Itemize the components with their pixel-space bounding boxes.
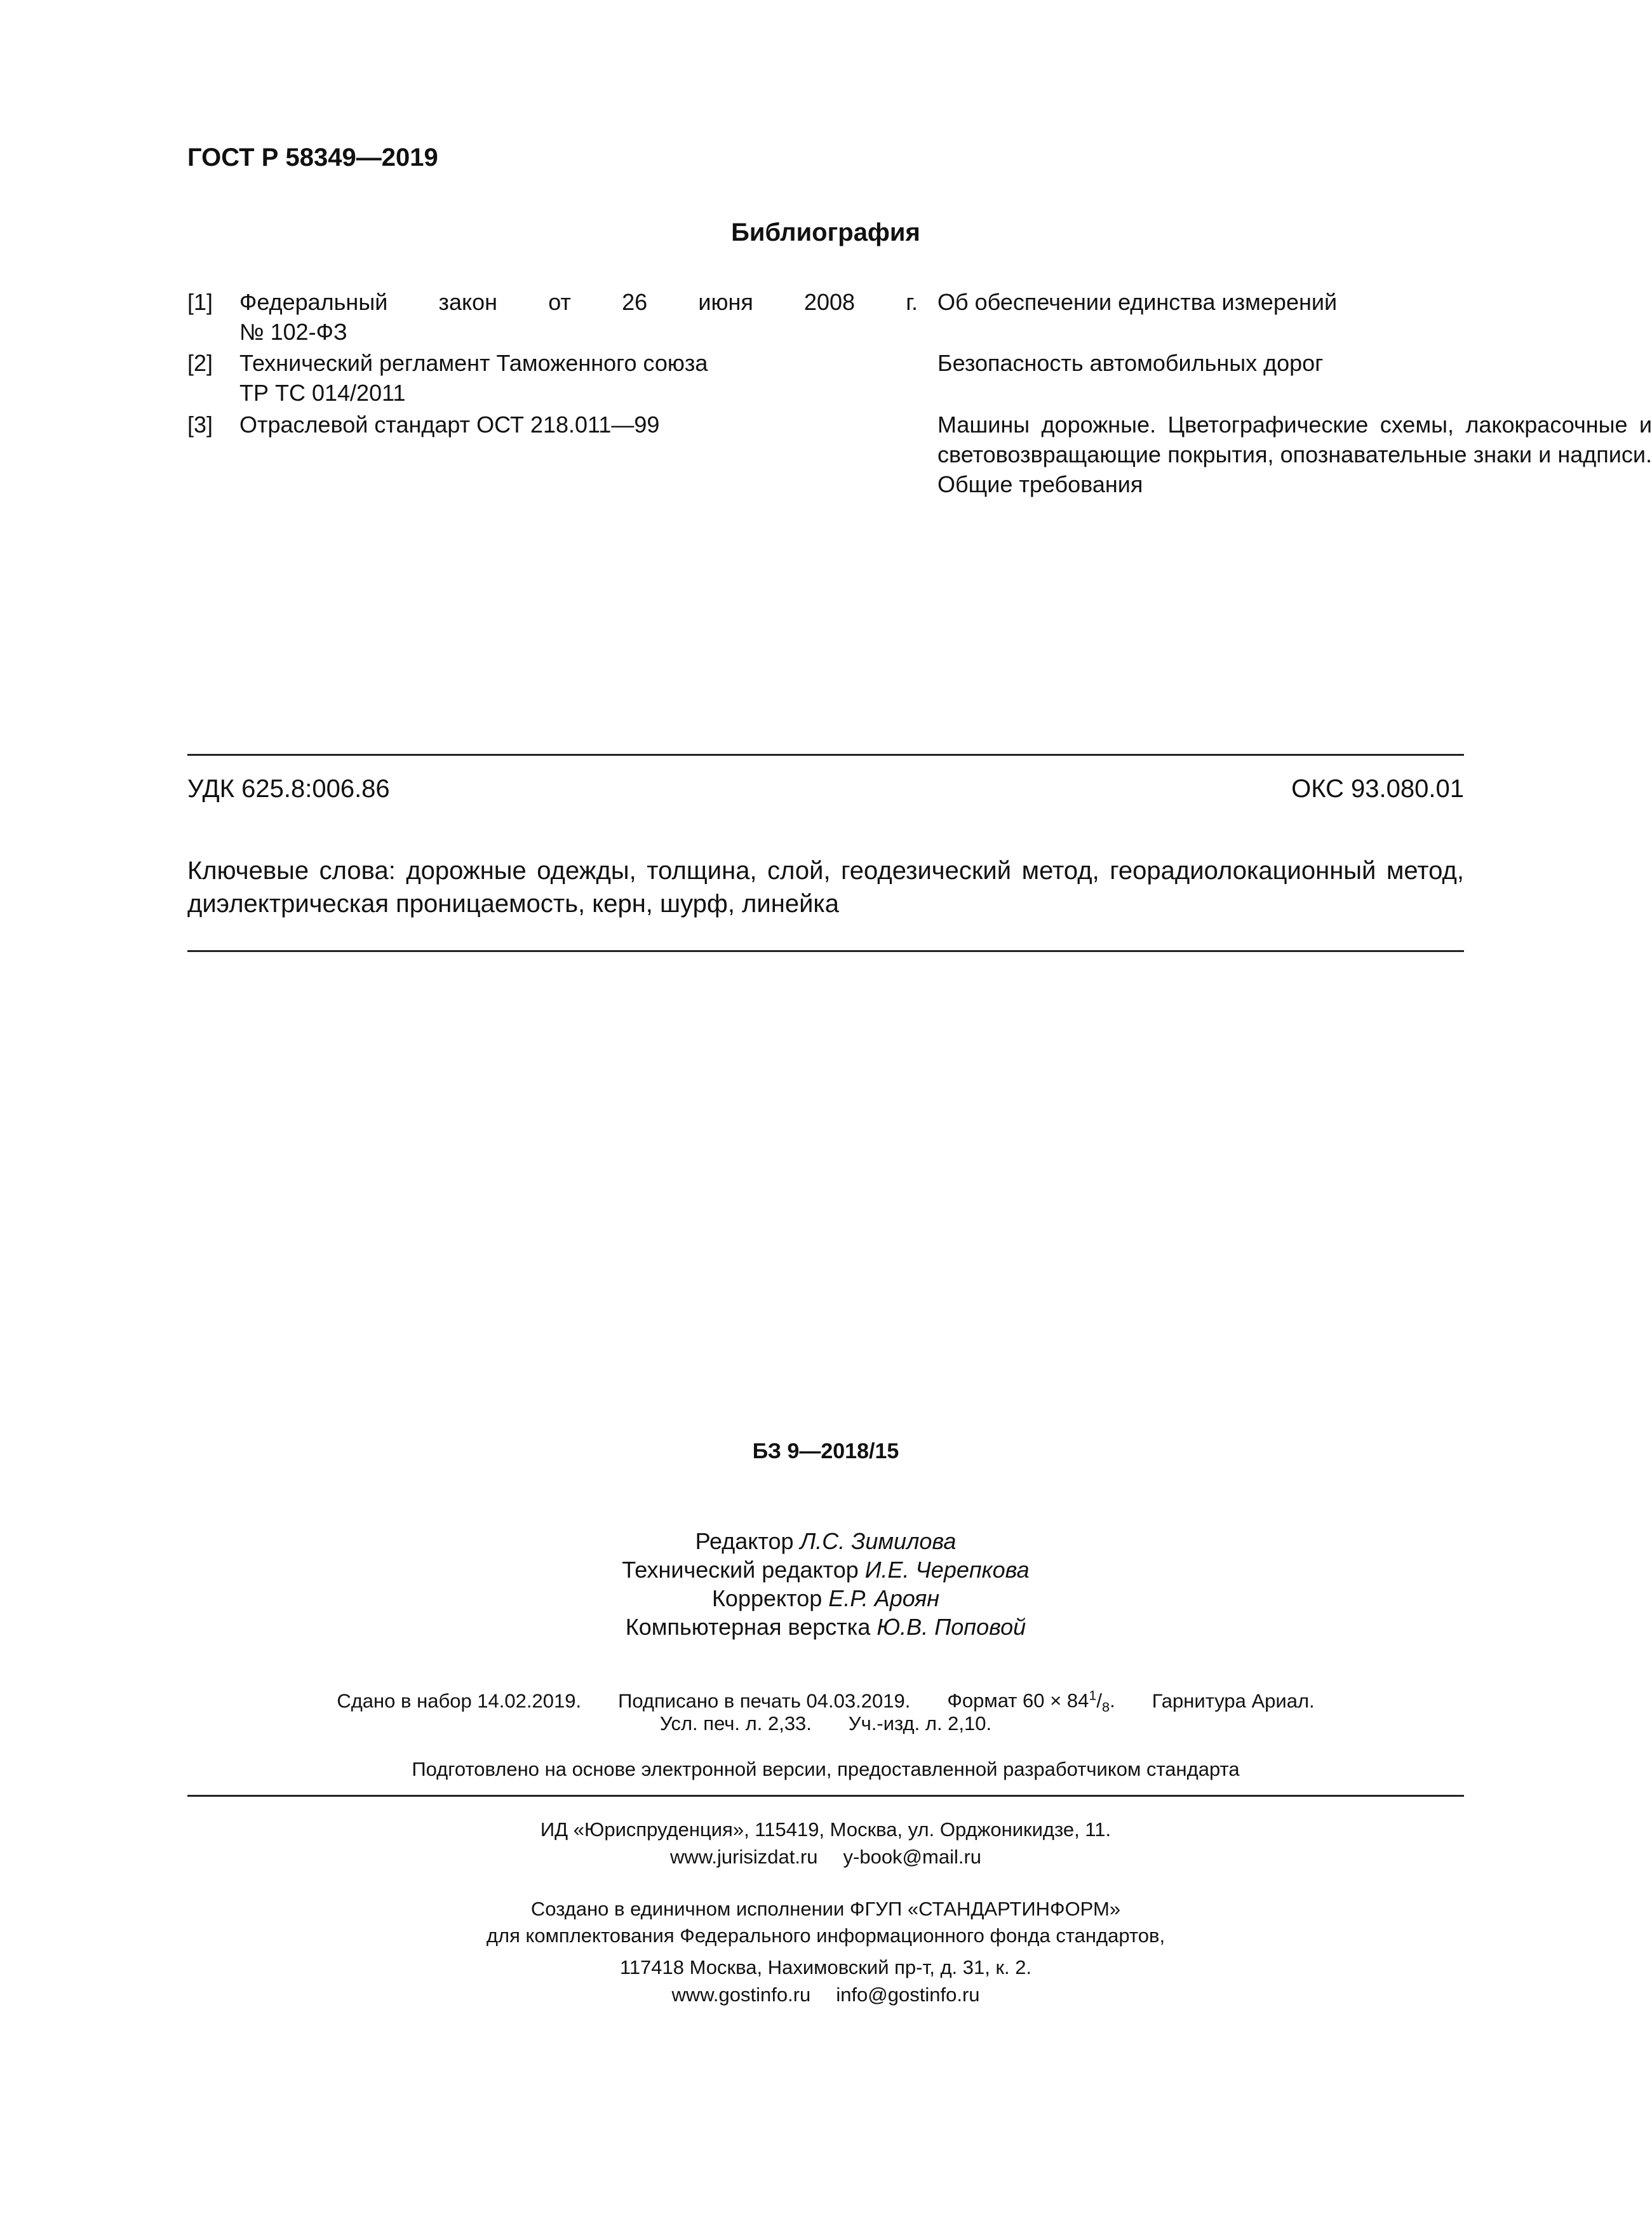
divider (187, 950, 1464, 952)
bibliography-item-number: [3] (187, 412, 213, 438)
standartinform-contacts (187, 1982, 1464, 2008)
print-sheets: Усл. печ. л. 2,33. (659, 1712, 812, 1735)
format-numerator: 1 (1089, 1688, 1097, 1703)
tech-editor-line (187, 1555, 1464, 1584)
layout-line (187, 1613, 1464, 1641)
bibliography-item-number: [1] (187, 289, 213, 315)
sent-date: Сдано в набор 14.02.2019. (337, 1689, 582, 1712)
publisher-email-link[interactable]: y-book@mail.ru (843, 1846, 982, 1868)
standartinform-address: 117418 Москва, Нахимовский пр-т, д. 31, к. 2. (619, 1956, 1032, 1978)
created-note-line: для комплектования Федерального информационного фонда стандартов, (486, 1924, 1165, 1947)
format-prefix: Формат 60 × 84 (947, 1689, 1089, 1712)
format: Формат $60 \times 84^1/_8$. (947, 1688, 1115, 1715)
source-line: № 102-ФЗ (239, 319, 347, 345)
bibliography-item-description: Об обеспечении единства измерений (937, 289, 1338, 315)
format-suffix: . (1110, 1689, 1115, 1712)
publisher-contacts (187, 1844, 1464, 1870)
corrector-name: Е.Р. Ароян (828, 1585, 940, 1611)
oks-code: ОКС 93.080.01 (1291, 775, 1464, 803)
publisher-site-link[interactable]: www.jurisizdat.ru (669, 1846, 818, 1868)
editor-label: Редактор (695, 1528, 794, 1554)
publishing-sheets: Уч.-изд. л. 2,10. (848, 1712, 992, 1735)
layout-label: Компьютерная верстка (625, 1614, 871, 1640)
bibliography-item-description: Машины дорожные. Цветографические схемы, лакокрасочные и световозвращающие покрытия, опознавательные знаки и надписи. Общие требования (937, 412, 1652, 497)
format-denominator: 8 (1102, 1699, 1110, 1715)
bibliography-item-source (239, 410, 918, 440)
editor-name: Л.С. Зимилова (800, 1528, 957, 1554)
layout-name: Ю.В. Поповой (876, 1614, 1026, 1640)
corrector-line (187, 1584, 1464, 1613)
bibliography-item-source (239, 287, 918, 347)
bz-code: БЗ 9—2018/15 (752, 1439, 899, 1463)
document-code: ГОСТ Р 58349—2019 (187, 144, 438, 171)
source-line: Федеральный закон от 26 июня 2008 г. (239, 289, 918, 315)
sheets-details (187, 1710, 1464, 1736)
editor-line (187, 1527, 1464, 1555)
source-line: Отраслевой стандарт ОСТ 218.011—99 (239, 412, 660, 438)
divider (187, 754, 1464, 756)
udk-code: УДК 625.8:006.86 (187, 775, 390, 803)
publisher-address: ИД «Юриспруденция», 115419, Москва, ул. Орджоникидзе, 11. (540, 1818, 1111, 1841)
gostinfo-email-link[interactable]: info@gostinfo.ru (836, 1983, 980, 2006)
bibliography-item-source (239, 348, 918, 408)
bibliography-item-number: [2] (187, 350, 213, 376)
tech-editor-name: И.Е. Черепкова (864, 1557, 1030, 1583)
corrector-label: Корректор (711, 1585, 823, 1611)
bibliography-item-description: Безопасность автомобильных дорог (937, 350, 1324, 376)
source-line: Технический регламент Таможенного союза (239, 350, 708, 376)
typeface: Гарнитура Ариал. (1152, 1689, 1315, 1712)
source-line: ТР ТС 014/2011 (239, 380, 406, 406)
signed-date: Подписано в печать 04.03.2019. (618, 1689, 911, 1712)
bibliography-title: Библиография (731, 218, 920, 246)
tech-editor-label: Технический редактор (622, 1557, 859, 1583)
gostinfo-site-link[interactable]: www.gostinfo.ru (671, 1983, 811, 2006)
keywords: Ключевые слова: дорожные одежды, толщина, слой, геодезический метод, георадиолокационный метод, диэлектрическая проницаемость, керн, шурф, линейка (187, 857, 1464, 918)
divider (187, 1795, 1464, 1797)
prepared-note: Подготовлено на основе электронной версии, предоставленной разработчиком стандарта (412, 1758, 1240, 1780)
created-note-line: Создано в единичном исполнении ФГУП «СТАНДАРТИНФОРМ» (530, 1898, 1121, 1920)
